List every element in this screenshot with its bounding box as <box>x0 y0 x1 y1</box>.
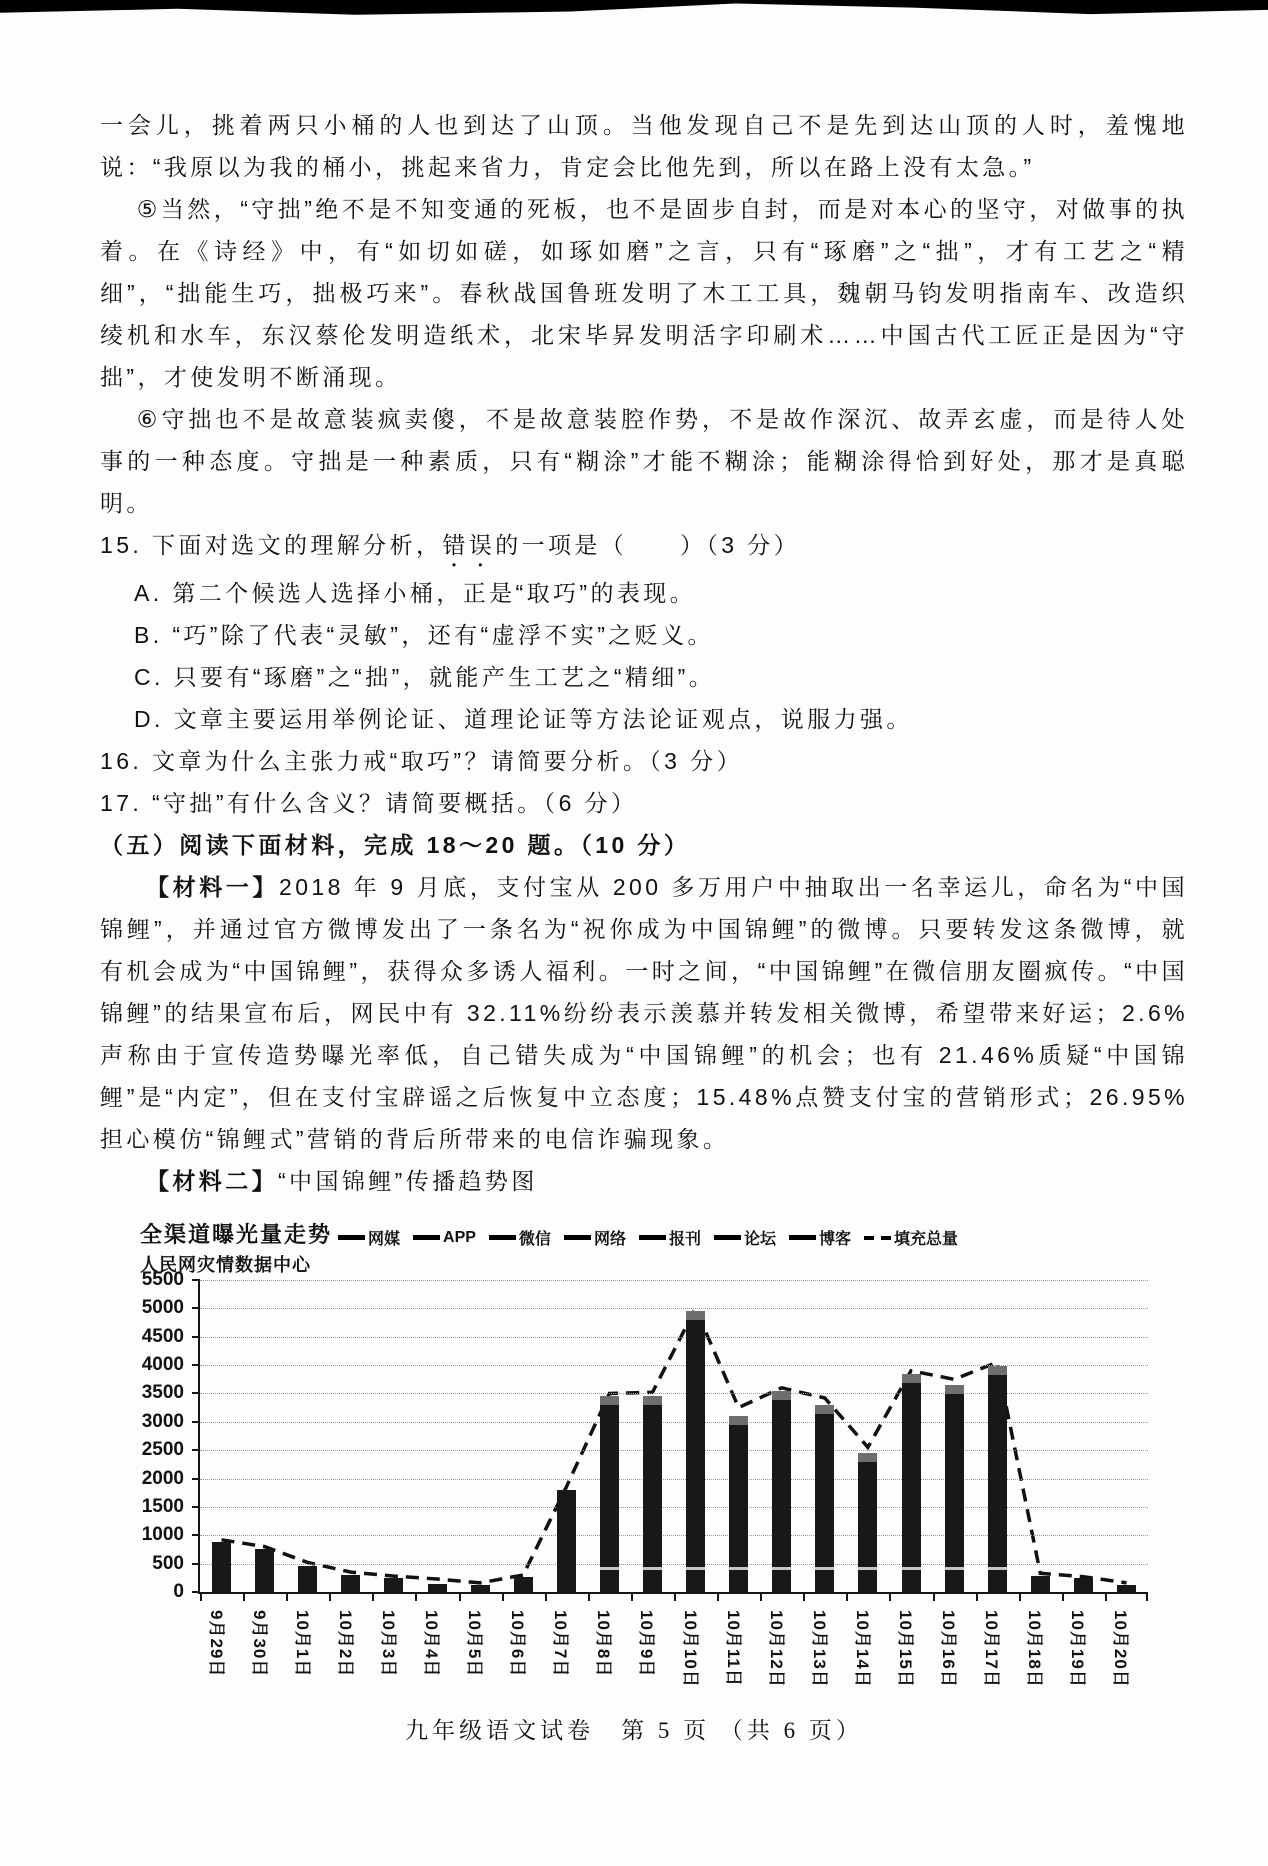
page-footer: 九年级语文试卷 第 5 页 （共 6 页） <box>405 1718 863 1743</box>
y-axis-tick <box>192 1421 200 1423</box>
legend-marker-icon <box>639 1235 666 1240</box>
y-tick-label: 4000 <box>141 1354 184 1376</box>
legend-marker-icon <box>489 1235 516 1240</box>
legend-marker-icon <box>789 1235 816 1240</box>
x-tick-label: 10月14日 <box>852 1610 872 1688</box>
y-tick-label: 500 <box>152 1552 184 1574</box>
y-axis-tick <box>192 1478 200 1480</box>
bar <box>1031 1576 1050 1592</box>
x-axis-tick <box>674 1592 676 1601</box>
material-2 <box>100 1160 1188 1202</box>
y-tick-label: 5500 <box>141 1269 184 1290</box>
x-tick-label: 10月16日 <box>939 1610 959 1688</box>
bar <box>902 1374 921 1592</box>
y-tick-label: 2000 <box>141 1467 184 1489</box>
page-body <box>100 104 1188 1202</box>
x-tick-label: 10月3日 <box>378 1610 398 1678</box>
x-axis-tick <box>415 1592 417 1601</box>
x-axis-tick <box>760 1592 762 1601</box>
x-axis-tick <box>1062 1592 1064 1601</box>
bar <box>988 1366 1007 1592</box>
y-axis-tick <box>192 1336 200 1338</box>
legend-item <box>413 1229 476 1247</box>
bar <box>298 1566 317 1592</box>
bar <box>815 1405 834 1592</box>
legend-item <box>489 1226 551 1249</box>
x-tick-label: 10月18日 <box>1025 1610 1045 1688</box>
bar <box>212 1542 231 1592</box>
bar <box>600 1396 619 1592</box>
bar <box>643 1396 662 1592</box>
chart-x-axis-labels <box>200 1604 1148 1722</box>
x-axis-tick <box>933 1592 935 1601</box>
x-tick-label: 10月9日 <box>637 1610 657 1678</box>
material-1-text: 2018 年 9 月底，支付宝从 200 多万用户中抽取出一名幸运儿，命名为“中国锦鲤”，并通过官方微博发出了一条名为“祝你成为中国锦鲤”的微博。只要转发这条微博，就有机会成为“中国锦鲤”，获得众多诱人福利。一时之间，“中国锦鲤”在微信朋友圈疯传。“中国锦鲤”的结果宣布后，网民中有 32.11%纷纷表示羡慕并转发相关微博，希望带来好运；2.6%声称由于宣传造势曝光率低，自己错失成为“中国锦鲤”的机会；也有 21.46%质疑“中国锦鲤”是“内定”，但在支付宝辟谣之后恢复中立态度；15.48%点赞支付宝的营销形式；26.95%担心模仿“锦鲤式”营销的背后所带来的电信诈骗现象。 <box>100 874 1189 1152</box>
legend-label: APP <box>443 1228 476 1246</box>
x-axis-tick <box>329 1592 331 1601</box>
x-axis-tick <box>976 1592 978 1601</box>
x-axis-tick <box>846 1592 848 1601</box>
legend-item <box>564 1226 626 1249</box>
x-tick-label: 10月13日 <box>809 1610 829 1688</box>
passage-paragraph: 一会儿，挑着两只小桶的人也到达了山顶。当他发现自己不是先到达山顶的人时，羞愧地说：“我原以为我的桶小，挑起来省力，肯定会比他先到，所以在路上没有太急。” <box>100 112 1188 180</box>
x-axis-tick <box>502 1592 504 1601</box>
legend-label: 报刊 <box>668 1231 701 1248</box>
option-c: C. 只要有“琢磨”之“拙”，就能产生工艺之“精细”。 <box>134 664 716 690</box>
bar <box>772 1391 791 1592</box>
x-tick-label: 10月20日 <box>1111 1610 1131 1688</box>
y-axis-tick <box>192 1392 200 1394</box>
chart-subtitle: 人民网灾情数据中心 <box>140 1255 311 1275</box>
x-axis-tick <box>803 1592 805 1601</box>
question-15-suffix: 的一项是（ ）（3 分） <box>495 532 801 558</box>
chart-legend <box>338 1226 1168 1249</box>
option-b: B. “巧”除了代表“灵敏”，还有“虚浮不实”之贬义。 <box>134 622 714 648</box>
y-axis-tick <box>192 1307 200 1309</box>
y-tick-label: 1500 <box>141 1495 184 1517</box>
scan-artifact-top-edge <box>0 0 1268 16</box>
gridline <box>200 1308 1148 1309</box>
legend-marker-icon <box>714 1235 741 1240</box>
legend-marker-icon <box>864 1236 891 1240</box>
y-axis-tick <box>192 1506 200 1508</box>
chart-y-axis <box>141 1269 192 1602</box>
x-axis-tick <box>545 1592 547 1601</box>
x-tick-label: 10月11日 <box>723 1610 743 1687</box>
bar <box>514 1577 533 1592</box>
y-tick-label: 0 <box>173 1581 184 1602</box>
x-axis-tick <box>1019 1592 1021 1601</box>
x-tick-label: 10月17日 <box>982 1610 1002 1688</box>
x-tick-label: 9月29日 <box>206 1610 226 1678</box>
legend-item <box>789 1226 851 1249</box>
material-2-text: “中国锦鲤”传播趋势图 <box>278 1168 538 1194</box>
x-axis-tick <box>286 1592 288 1601</box>
x-tick-label: 9月30日 <box>249 1610 269 1678</box>
bar <box>945 1385 964 1592</box>
legend-marker-icon <box>564 1235 591 1240</box>
chart-header <box>140 1218 1170 1280</box>
trend-chart <box>140 1218 1170 1688</box>
legend-label: 论坛 <box>743 1231 776 1248</box>
legend-marker-icon <box>413 1235 440 1240</box>
x-tick-label: 10月6日 <box>508 1610 528 1678</box>
bar <box>557 1490 576 1592</box>
section-5-heading: （五）阅读下面材料，完成 18～20 题。（10 分） <box>100 832 691 858</box>
legend-item <box>639 1226 701 1249</box>
x-axis-tick <box>1105 1592 1107 1601</box>
x-tick-label: 10月19日 <box>1068 1610 1088 1688</box>
x-axis-tick <box>588 1592 590 1601</box>
option-d: D. 文章主要运用举例论证、道理论证等方法论证观点，说服力强。 <box>134 706 913 732</box>
legend-item <box>864 1226 958 1249</box>
chart-title: 全渠道曝光量走势 <box>140 1222 333 1247</box>
y-axis-tick <box>192 1364 200 1366</box>
x-axis-tick <box>372 1592 374 1601</box>
bar <box>428 1584 447 1593</box>
bar <box>1074 1578 1093 1592</box>
x-tick-label: 10月7日 <box>551 1610 571 1678</box>
bar <box>255 1549 274 1592</box>
x-axis-tick <box>243 1592 245 1601</box>
x-axis-tick <box>459 1592 461 1601</box>
y-axis-tick <box>192 1449 200 1451</box>
x-axis-tick <box>631 1592 633 1601</box>
bar <box>686 1311 705 1592</box>
y-tick-label: 1000 <box>141 1524 184 1546</box>
bar <box>471 1585 490 1592</box>
x-tick-label: 10月12日 <box>766 1610 786 1688</box>
question-15-prefix: 15. 下面对选文的理解分析， <box>100 532 443 558</box>
legend-label: 填充总量 <box>894 1231 959 1248</box>
y-tick-label: 4500 <box>141 1325 184 1347</box>
y-axis-tick <box>192 1591 200 1593</box>
y-tick-label: 3000 <box>141 1410 184 1432</box>
bar <box>729 1416 748 1592</box>
x-tick-label: 10月2日 <box>335 1610 355 1678</box>
x-tick-label: 10月10日 <box>680 1610 700 1688</box>
question-17: 17. “守拙”有什么含义？请简要概括。（6 分） <box>100 790 638 816</box>
question-15-emphasized-word: 错误 <box>442 532 496 558</box>
material-2-label: 【材料二】 <box>146 1168 278 1194</box>
question-15-options <box>134 572 1188 740</box>
legend-item <box>338 1226 400 1249</box>
question-16: 16. 文章为什么主张力戒“取巧”？请简要分析。（3 分） <box>100 748 743 774</box>
legend-item <box>714 1226 776 1249</box>
y-tick-label: 5000 <box>141 1297 184 1319</box>
y-tick-label: 3500 <box>141 1382 184 1404</box>
x-tick-label: 10月8日 <box>594 1610 614 1678</box>
x-axis-tick <box>889 1592 891 1601</box>
x-tick-label: 10月5日 <box>465 1610 485 1678</box>
question-15 <box>100 524 1188 572</box>
passage-paragraph: ⑤当然，“守拙”绝不是不知变通的死板，也不是固步自封，而是对本心的坚守，对做事的执着。在《诗经》中，有“如切如磋，如琢如磨”之言，只有“琢磨”之“拙”，才有工艺之“精细”，“拙能生巧，拙极巧来”。春秋战国鲁班发明了木工工具，魏朝马钧发明指南车、改造织绫机和水车，东汉蔡伦发明造纸术，北宋毕昇发明活字印刷术……中国古代工匠正是因为“守拙”，才使发明不断涌现。 <box>100 196 1188 390</box>
legend-marker-icon <box>338 1235 365 1240</box>
bar <box>1117 1585 1136 1592</box>
x-tick-label: 10月4日 <box>422 1610 441 1678</box>
material-1-label: 【材料一】 <box>146 874 280 900</box>
y-tick-label: 2500 <box>141 1439 184 1461</box>
bar <box>384 1578 403 1592</box>
material-1 <box>100 866 1188 1160</box>
bar <box>341 1575 360 1592</box>
x-tick-label: 10月1日 <box>292 1610 312 1678</box>
bar <box>858 1453 877 1592</box>
x-axis-tick <box>1146 1592 1148 1601</box>
passage-paragraph: ⑥守拙也不是故意装疯卖傻，不是故意装腔作势，不是故作深沉、故弄玄虚，而是待人处事的一种态度。守拙是一种素质，只有“糊涂”才能不糊涂；能糊涂得恰到好处，那才是真聪明。 <box>100 406 1188 516</box>
gridline <box>200 1337 1148 1338</box>
legend-label: 微信 <box>518 1231 551 1248</box>
legend-label: 网媒 <box>368 1231 401 1248</box>
option-a: A. 第二个候选人选择小桶，正是“取巧”的表现。 <box>134 580 697 606</box>
x-axis-tick <box>200 1592 202 1601</box>
y-axis-tick <box>192 1563 200 1565</box>
x-axis-tick <box>717 1592 719 1601</box>
x-tick-label: 10月15日 <box>896 1610 915 1688</box>
chart-plot-area <box>141 1269 1148 1688</box>
y-axis-tick <box>192 1279 200 1281</box>
y-axis-tick <box>192 1534 200 1536</box>
legend-label: 博客 <box>818 1231 851 1248</box>
legend-label: 网络 <box>593 1231 626 1248</box>
gridline <box>200 1280 1148 1281</box>
